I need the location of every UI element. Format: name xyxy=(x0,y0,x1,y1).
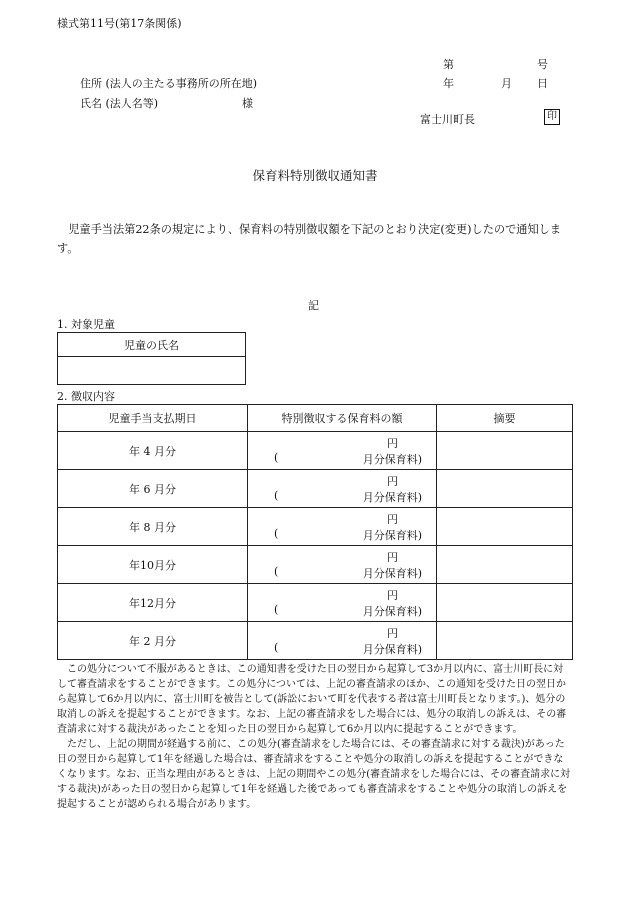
amount-cell[interactable] xyxy=(248,470,437,508)
remarks-cell[interactable] xyxy=(437,622,573,660)
notes-paragraph-1: この処分について不服があるときは、この通知書を受けた日の翌日から起算して3か月以内に、富士川町長に対して審査請求をすることができます。この処分については、上記の審査請求のほか、この通知を受けた日の翌日から起算して6か月以内に、富士川町を被告として(訴訟において町を代表する者は富士川町長となります。)、処分の取消しの訴えを提起することができます。なお、上記の審査請求をした場合には、処分の取消しの訴えは、その審査請求に対する裁決があったことを知った日の翌日から起算して6か月以内に提起することができます。 xyxy=(57,664,567,735)
period-cell: 年10月分 xyxy=(58,546,248,584)
notes-paragraph-2: ただし、上記の期間が経過する前に、この処分(審査請求をした場合には、その審査請求に対する裁決)があった日の翌日から起算して1年を経過した場合は、審査請求をすることや処分の取消しの訴えを提起することができなくなります。なお、正当な理由があるときは、上記の期間やこの処分(審査請求をした場合には、その審査請求に対する裁決)があった日の翌日から起算して1年を経過した後であっても審査請求をすることや処分の取消しの訴えを提起することが認められる場合があります。 xyxy=(57,739,571,810)
appeal-notes xyxy=(57,662,572,812)
date-day-label: 日 xyxy=(537,77,548,90)
remarks-cell[interactable] xyxy=(437,546,573,584)
yen-label: 円 xyxy=(387,513,398,526)
period-cell: 年 8 月分 xyxy=(58,508,248,546)
col-remarks: 摘要 xyxy=(437,405,573,432)
section1-heading: 1. 対象児童 xyxy=(57,318,115,331)
period-cell: 年12月分 xyxy=(58,584,248,622)
collection-table xyxy=(57,404,573,660)
amount-cell[interactable] xyxy=(248,622,437,660)
amount-cell[interactable] xyxy=(248,432,437,470)
remarks-cell[interactable] xyxy=(437,432,573,470)
month-suffix: 月分保育料) xyxy=(362,643,422,656)
table-row xyxy=(58,622,573,660)
table-row xyxy=(58,432,573,470)
month-suffix: 月分保育料) xyxy=(362,529,422,542)
yen-label: 円 xyxy=(387,475,398,488)
paren-open: ( xyxy=(274,603,279,616)
name-label: 氏名 (法人名等) xyxy=(80,97,159,110)
yen-label: 円 xyxy=(387,551,398,564)
form-number: 様式第11号(第17条関係) xyxy=(57,17,182,30)
section2-heading: 2. 徴収内容 xyxy=(57,390,115,403)
document-number-prefix: 第 xyxy=(443,58,454,71)
paren-open: ( xyxy=(274,641,279,654)
amount-cell[interactable] xyxy=(248,584,437,622)
yen-label: 円 xyxy=(387,437,398,450)
yen-label: 円 xyxy=(387,589,398,602)
period-cell: 年 6 月分 xyxy=(58,470,248,508)
table-row xyxy=(58,470,573,508)
month-suffix: 月分保育料) xyxy=(362,567,422,580)
intro-text: 児童手当法第22条の規定により、保育料の特別徴収額を下記のとおり決定(変更)したので通知します。 xyxy=(57,223,562,255)
amount-cell[interactable] xyxy=(248,546,437,584)
paren-open: ( xyxy=(274,565,279,578)
col-payment-date: 児童手当支払期日 xyxy=(58,405,248,432)
date-month-label: 月 xyxy=(501,77,512,90)
remarks-cell[interactable] xyxy=(437,584,573,622)
target-child-table xyxy=(57,332,246,385)
date-year-label: 年 xyxy=(443,77,454,90)
table-row xyxy=(58,584,573,622)
child-name-header: 児童の氏名 xyxy=(58,333,246,357)
month-suffix: 月分保育料) xyxy=(362,491,422,504)
period-cell: 年 4 月分 xyxy=(58,432,248,470)
document-number-suffix: 号 xyxy=(537,58,548,71)
month-suffix: 月分保育料) xyxy=(362,605,422,618)
document-title: 保育料特別徴収通知書 xyxy=(252,168,378,183)
ki-heading: 記 xyxy=(308,299,319,312)
paren-open: ( xyxy=(274,527,279,540)
month-suffix: 月分保育料) xyxy=(362,453,422,466)
col-amount: 特別徴収する保育料の額 xyxy=(248,405,437,432)
table-row xyxy=(58,508,573,546)
issuer-name: 富士川町長 xyxy=(420,113,475,126)
child-name-field[interactable] xyxy=(58,357,246,385)
seal-mark: 印 xyxy=(544,109,560,125)
amount-cell[interactable] xyxy=(248,508,437,546)
remarks-cell[interactable] xyxy=(437,470,573,508)
yen-label: 円 xyxy=(387,627,398,640)
period-cell: 年 2 月分 xyxy=(58,622,248,660)
address-label: 住所 (法人の主たる事務所の所在地) xyxy=(80,77,258,90)
paren-open: ( xyxy=(274,489,279,502)
honorific: 様 xyxy=(242,97,253,110)
table-row xyxy=(58,546,573,584)
paren-open: ( xyxy=(274,451,279,464)
remarks-cell[interactable] xyxy=(437,508,573,546)
